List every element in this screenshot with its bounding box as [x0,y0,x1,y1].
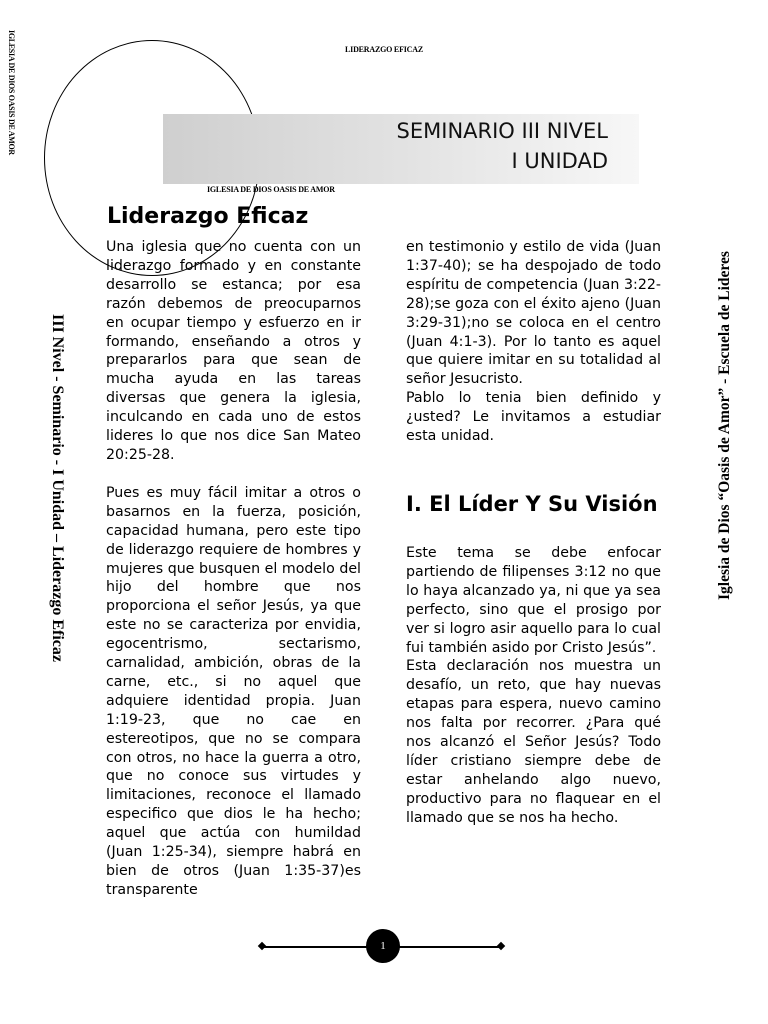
page-number: 1 [366,929,400,963]
paragraph: Esta declaración nos muestra un desafío, un reto, que hay nuevas etapas para espera, nuevo camino nos falta por recorrer. ¿Para qué nos alcanzó el Señor Jesús? Todo líder cristiano siempre debe de estar anhelando algo nuevo, productivo para no flaquear en el llamado que se nos ha hecho. [406,658,661,826]
paragraph: Pablo lo tenia bien definido y ¿usted? Le invitamos a estudiar esta unidad. [406,390,661,445]
church-subheader: IGLESIA DE DIOS OASIS DE AMOR [207,185,335,194]
footer-diamond-left [258,942,266,950]
paragraph: Pues es muy fácil imitar a otros o basarnos en la fuerza, posición, capacidad humana, pero este tipo de liderazgo requiere de hombres y mujeres que busquen el modelo del hijo del hombre que nos proporciona el señor Jesús, ya que este no se caracteriza por envidia, egocentrismo, sectarismo, carnalidad, ambición, obras de la carne, etc., si no aquel que adquiere identidad propia. Juan 1:19-23, que no cae en estereotipos, que no se compara con otros, no hace la guerra a otro, que no conoce sus virtudes y limitaciones, reconoce el llamado especifico que dios le ha hecho; aquel que actúa con humildad (Juan 1:25-34), siempre habrá en bien de otros (Juan 1:35-37)es transparente [106,484,361,898]
paragraph: Una iglesia que no cuenta con un liderazgo formado y en constante desarrollo se estanca; por esa razón debemos de preocuparnos en ocupar tiempo y esfuerzo en ir formando, enseñando a otros y prepararlos para que sean de mucha ayuda en las tareas diversas que genera la iglesia, inculcando en cada uno de estos lideres lo que nos dice San Mateo 20:25-28. [106,239,361,463]
left-margin-label: III Nivel - Seminario - I Unidad – Liderazgo Eficaz [49,314,66,662]
right-column [406,238,661,828]
page-title: Liderazgo Eficaz [107,204,309,229]
right-margin-label: Iglesia de Dios “Oasis de Amor” - Escuela de Lideres [716,251,733,601]
unit-title: I UNIDAD [511,149,608,173]
paragraph: Este tema se debe enfocar partiendo de filipenses 3:12 no que lo haya alcanzado ya, ni que ya sea perfecto, sino que el prosigo por ver si logro asir aquello para lo cual fui también asido por Cristo Jesús”. [406,544,661,656]
footer-diamond-right [497,942,505,950]
seminar-title: SEMINARIO III NIVEL [396,119,608,143]
running-header: LIDERAZGO EFICAZ [345,45,423,54]
side-church-label: IGLESIA DE DIOS OASIS DE AMOR [7,30,16,155]
section-heading: I. El Líder Y Su Visión [406,491,658,516]
paragraph: en testimonio y estilo de vida (Juan 1:37-40); se ha despojado de todo espíritu de competencia (Juan 3:22-28);se goza con el éxito ajeno (Juan 3:29-31);no se coloca en el centro (Juan 4:1-3). Por lo tanto es aquel que quiere imitar en su totalidad al señor Jesucristo. [406,239,661,388]
left-column [106,238,361,900]
